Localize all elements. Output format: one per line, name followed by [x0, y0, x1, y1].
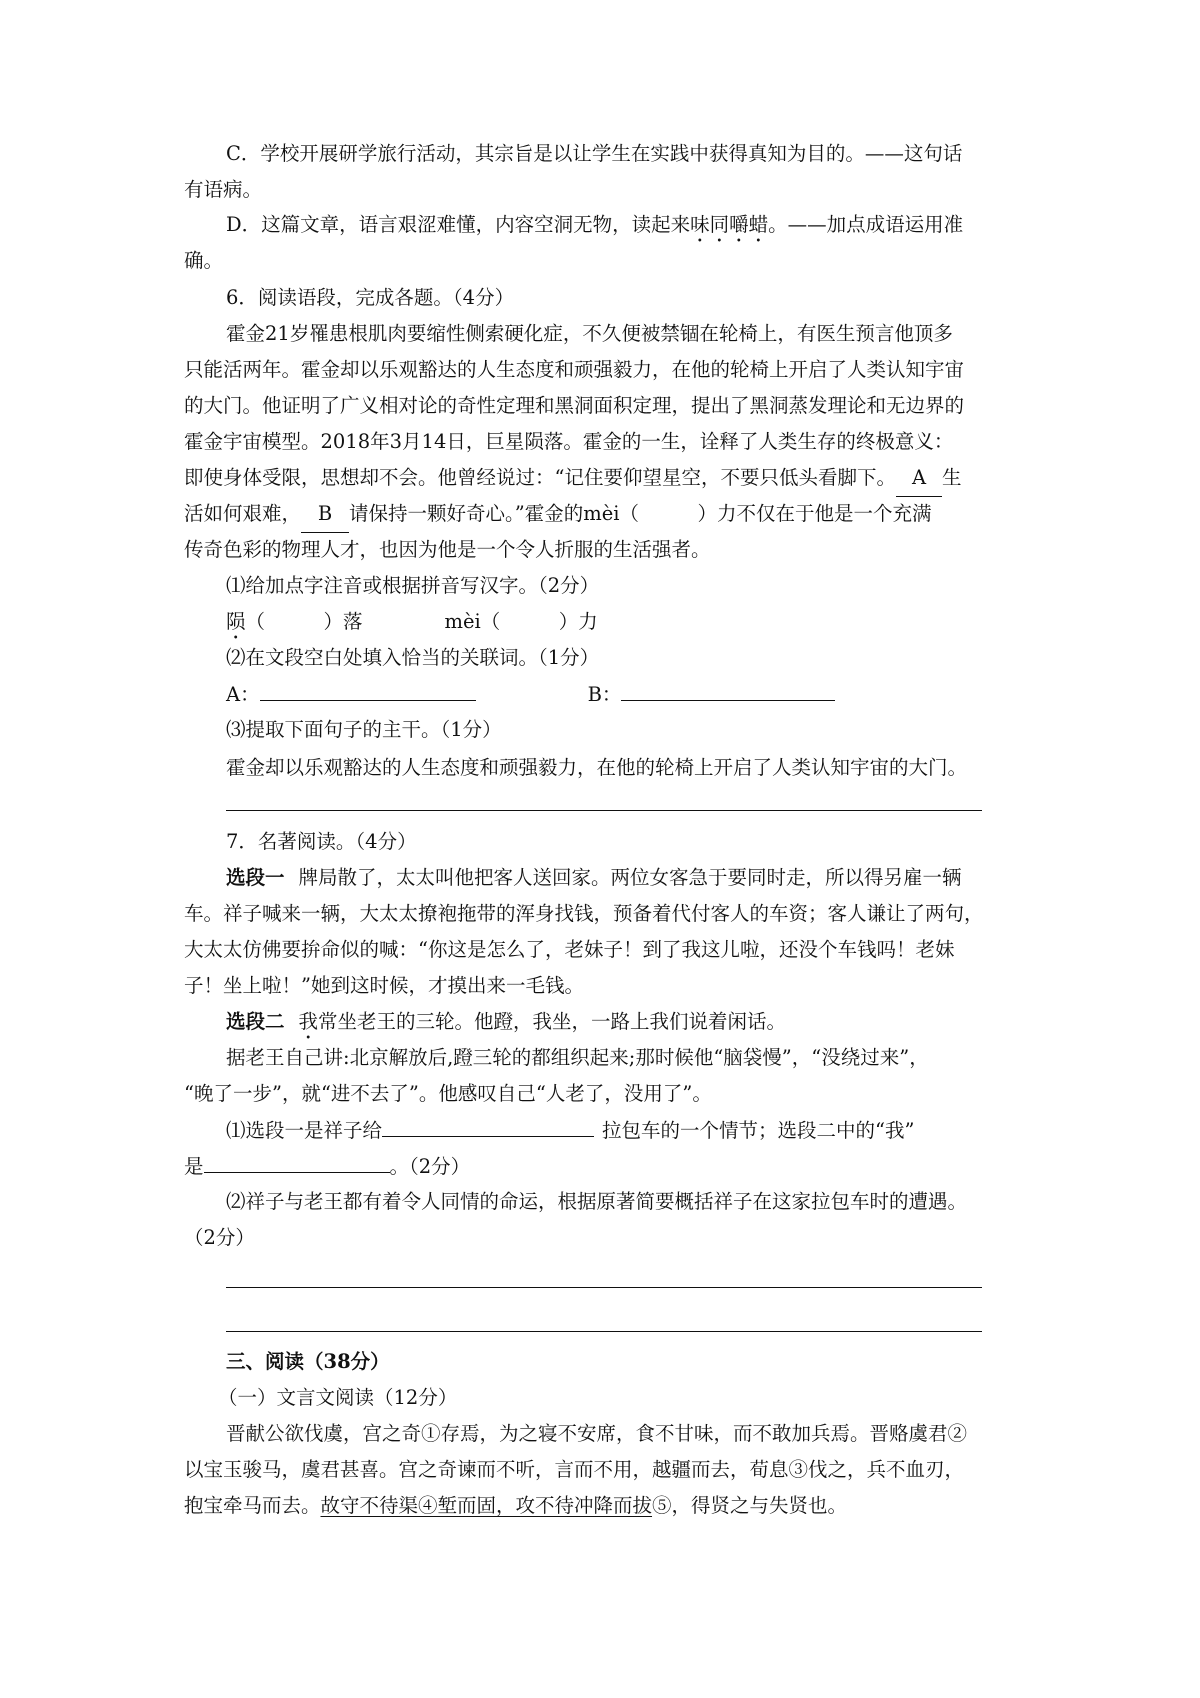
q6-passage-line5-end: 生	[941, 466, 962, 489]
q7-sub1-blank-1[interactable]	[382, 1112, 594, 1137]
q7-seg2-line2: 据老王自己讲:北京解放后,蹬三轮的都组织起来;那时候他“脑袋慢”，“没绕过来”，	[226, 1046, 929, 1069]
q7-sub2-line2: （2分）	[184, 1226, 255, 1249]
q6-sub1-prompt: ⑴给加点字注音或根据拼音写汉字。（2分）	[226, 574, 600, 597]
q7-sub1-text-a: ⑴选段一是祥子给	[226, 1119, 383, 1142]
q6-sub2-blank-a[interactable]	[260, 676, 476, 701]
q6-passage-line3: 的大门。他证明了广义相对论的奇性定理和黑洞面积定理，提出了黑洞蒸发理论和无边界的	[184, 394, 965, 417]
q7-sub1-text-b: 拉包车的一个情节；选段二中的“我”	[602, 1119, 915, 1142]
q6-passage-line7: 传奇色彩的物理人才，也因为他是一个令人折服的生活强者。	[184, 538, 711, 561]
q7-seg1-label: 选段一	[226, 866, 285, 889]
classical-text-underlined-sentence: 故守不待渠④堑而固，攻不待冲降而拔	[320, 1494, 653, 1517]
q6-sub2-blank-b[interactable]	[621, 676, 835, 701]
q6-sub1-answers	[226, 604, 1086, 644]
q6-title: 6．阅读语段，完成各题。（4分）	[226, 286, 515, 309]
q6-blank-a[interactable]: A	[896, 460, 942, 497]
q7-sub2-answer-line-1[interactable]	[226, 1287, 982, 1288]
q7-seg1-line1-text: 牌局散了，太太叫他把客人送回家。两位女客急于要同时走，所以得另雇一辆	[298, 866, 962, 889]
q7-seg2-label: 选段二	[226, 1010, 285, 1033]
section3-title: 三、阅读（38分）	[226, 1350, 390, 1373]
classical-text-line3-a: 抱宝牵马而去。	[184, 1494, 321, 1517]
q7-seg1-line2: 车。祥子喊来一辆，大太太撩袍拖带的浑身找钱，预备着代付客人的车资；客人谦让了两句，	[184, 902, 984, 925]
q5-d-dotted-idiom: 味同嚼蜡	[690, 213, 769, 236]
q5-d-text-a: D．这篇文章，语言艰涩难懂，内容空洞无物，读起来	[226, 213, 691, 236]
q6-sub3-sentence: 霍金却以乐观豁达的人生态度和顽强毅力，在他的轮椅上开启了人类认知宇宙的大门。	[226, 756, 968, 779]
q6-sub2-label-a: A：	[226, 683, 260, 706]
q7-sub1-text-c: 是	[184, 1155, 204, 1178]
q5-option-c-line1: C．学校开展研学旅行活动，其宗旨是以让学生在实践中获得真知为目的。——这句话	[226, 142, 963, 165]
q6-sub1-answer-b[interactable]: mèi（ ）力	[444, 610, 598, 633]
q6-sub2-answers	[226, 676, 1086, 713]
classical-text-line3	[184, 1488, 1044, 1524]
q6-sub1-answer-a[interactable]: （ ）落	[245, 610, 363, 633]
q7-sub1-blank-2[interactable]	[204, 1148, 390, 1173]
classical-text-line1: 晋献公欲伐虞，宫之奇①存焉，为之寝不安席，食不甘味，而不敢加兵焉。晋赂虞君②	[226, 1422, 968, 1445]
q7-sub1-line2	[184, 1148, 1044, 1185]
classical-text-line3-b: ⑤，得贤之与失贤也。	[652, 1494, 848, 1517]
q6-sub3-prompt: ⑶提取下面句子的主干。（1分）	[226, 718, 502, 741]
q6-passage-line6-end: 请保持一颗好奇心。”霍金的mèi（ ）力不仅在于他是一个充满	[349, 502, 932, 525]
q6-passage-line2: 只能活两年。霍金却以乐观豁达的人生态度和顽强毅力，在他的轮椅上开启了人类认知宇宙	[184, 358, 965, 381]
section3-subtitle: （一）文言文阅读（12分）	[218, 1386, 458, 1409]
q7-seg2-dotted-char: 我	[298, 1010, 319, 1033]
q7-sub2-answer-line-2[interactable]	[226, 1331, 982, 1332]
q5-option-d-line1	[226, 207, 1086, 247]
q5-option-d-line2: 确。	[184, 249, 224, 272]
q6-sub3-answer-line[interactable]	[226, 810, 982, 811]
q7-seg2-line1	[226, 1004, 1086, 1044]
q6-sub1-dotted-char: 陨	[226, 610, 246, 633]
q6-passage-line6-text: 活如何艰难，	[184, 502, 302, 525]
q6-passage-line1: 霍金21岁罹患根肌肉要缩性侧索硬化症，不久便被禁锢在轮椅上，有医生预言他顶多	[226, 322, 953, 345]
q6-passage-line4: 霍金宇宙模型。2018年3月14日，巨星陨落。霍金的一生，诠释了人类生存的终极意义：	[184, 430, 954, 453]
q7-sub1-text-d: 。（2分）	[389, 1155, 471, 1178]
q6-passage-line6	[184, 496, 1044, 533]
q7-sub1-line1	[226, 1112, 1086, 1149]
q5-d-text-b: 。——加点成语运用准	[768, 213, 964, 236]
q6-passage-line5-text: 即使身体受限，思想却不会。他曾经说过：“记住要仰望星空，不要只低头看脚下。	[184, 466, 896, 489]
q7-seg2-line1-text: 常坐老王的三轮。他蹬，我坐，一路上我们说着闲话。	[318, 1010, 787, 1033]
q7-title: 7．名著阅读。（4分）	[226, 830, 417, 853]
classical-text-line2: 以宝玉骏马，虞君甚喜。宫之奇谏而不听，言而不用，越疆而去，荀息③伐之，兵不血刃，	[184, 1458, 965, 1481]
q6-passage-line5	[184, 460, 1044, 497]
q6-sub2-label-b: B：	[587, 683, 622, 706]
q5-option-c-line2: 有语病。	[184, 178, 263, 201]
q6-sub2-prompt: ⑵在文段空白处填入恰当的关联词。（1分）	[226, 646, 600, 669]
q7-seg1-line3: 大太太仿佛要拚命似的喊：“你这是怎么了，老妹子！到了我这儿啦，还没个车钱吗！老妹	[184, 938, 955, 961]
q7-seg2-line3: “晚了一步”，就“进不去了”。他感叹自己“人老了，没用了”。	[184, 1082, 712, 1105]
q7-sub2-line1: ⑵祥子与老王都有着令人同情的命运，根据原著简要概括祥子在这家拉包车时的遭遇。	[226, 1190, 968, 1213]
q7-seg1-line1	[226, 860, 1086, 896]
q7-seg1-line4: 子！坐上啦！”她到这时候，才摸出来一毛钱。	[184, 974, 584, 997]
q6-blank-b[interactable]: B	[301, 496, 349, 533]
